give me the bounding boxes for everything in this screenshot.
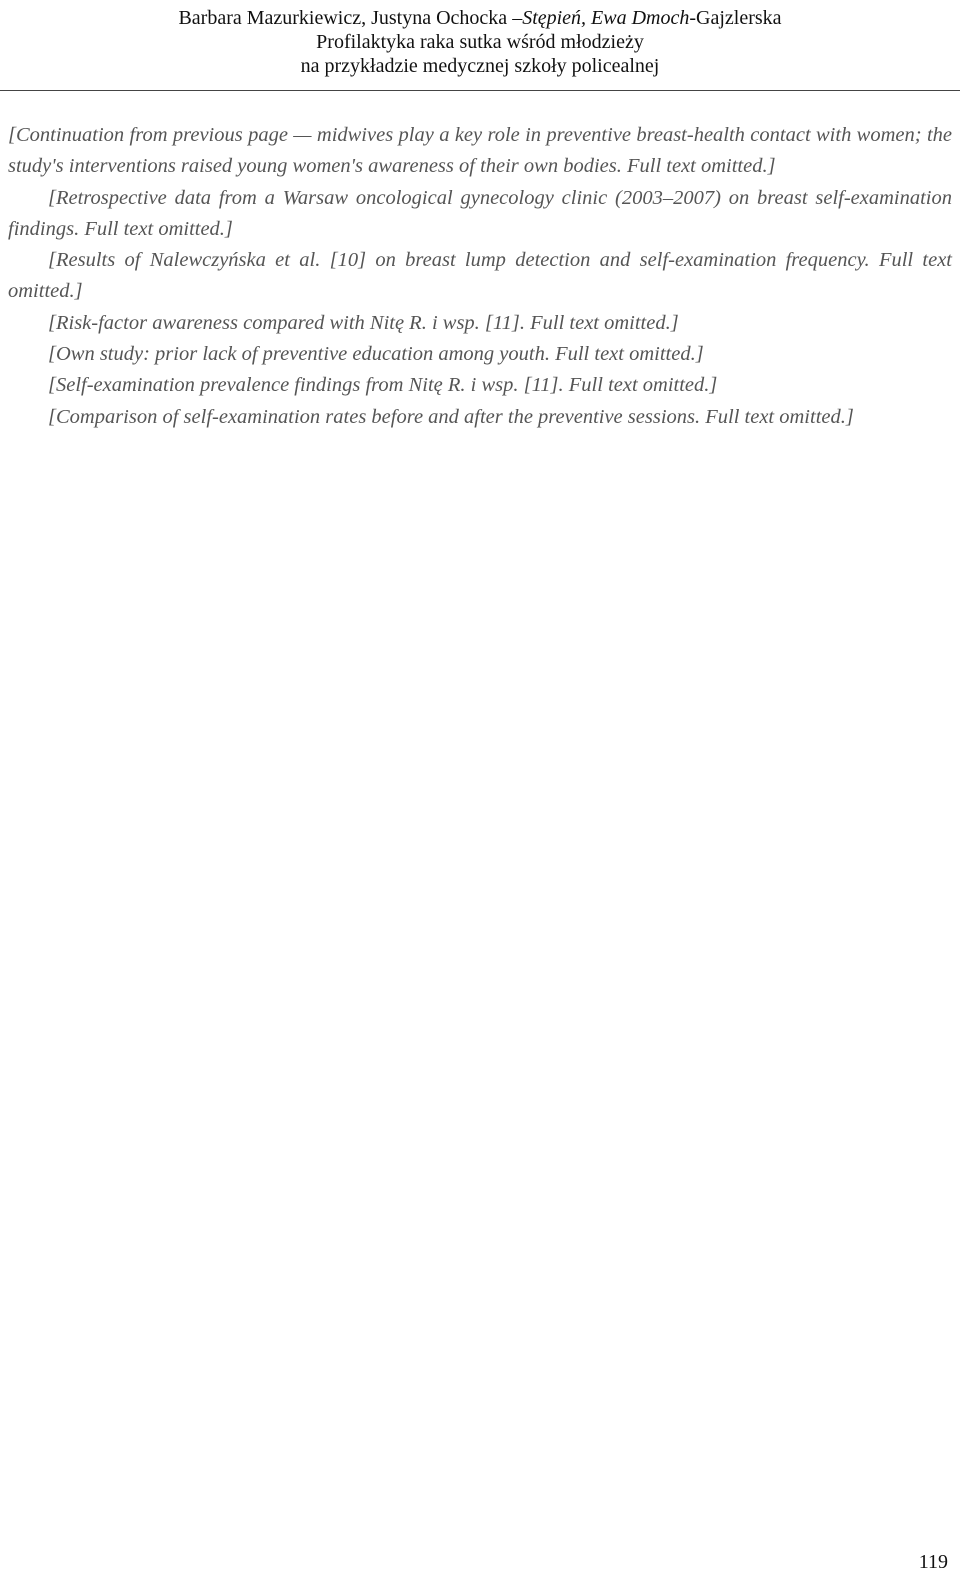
- paragraph-4: [Risk-factor awareness compared with Nitę R. i wsp. [11]. Full text omitted.]: [48, 311, 679, 334]
- running-header: [8, 6, 952, 78]
- header-authors-part-1: Barbara Mazurkiewicz, Justyna Ochocka –: [178, 7, 523, 29]
- header-authors: [8, 6, 952, 30]
- header-authors-italic: Stępień, Ewa Dmoch: [522, 7, 690, 29]
- header-authors-part-2: -Gajzlerska: [689, 7, 782, 29]
- paragraph-7: [Comparison of self-examination rates before and after the preventive sessions. Full text omitted.]: [48, 405, 854, 428]
- header-title-line-2: na przykładzie medycznej szkoły policealnej: [300, 55, 660, 77]
- paragraph-1: [Continuation from previous page — midwives play a key role in preventive breast-health contact with women; the study's interventions raised young women's awareness of their own bodies. Full text omitted.]: [8, 124, 952, 178]
- header-title-line-1: Profilaktyka raka sutka wśród młodzieży: [316, 31, 644, 53]
- paragraph-2: [Retrospective data from a Warsaw oncological gynecology clinic (2003–2007) on breast self-examination findings. Full text omitted.]: [8, 186, 952, 240]
- header-divider: [0, 90, 960, 91]
- paragraph-5: [Own study: prior lack of preventive education among youth. Full text omitted.]: [48, 343, 704, 366]
- article-body: [8, 120, 952, 433]
- paragraph-6: [Self-examination prevalence findings from Nitę R. i wsp. [11]. Full text omitted.]: [48, 374, 718, 397]
- page-number: 119: [918, 1551, 948, 1573]
- paragraph-3: [Results of Nalewczyńska et al. [10] on breast lump detection and self-examination frequency. Full text omitted.]: [8, 249, 952, 303]
